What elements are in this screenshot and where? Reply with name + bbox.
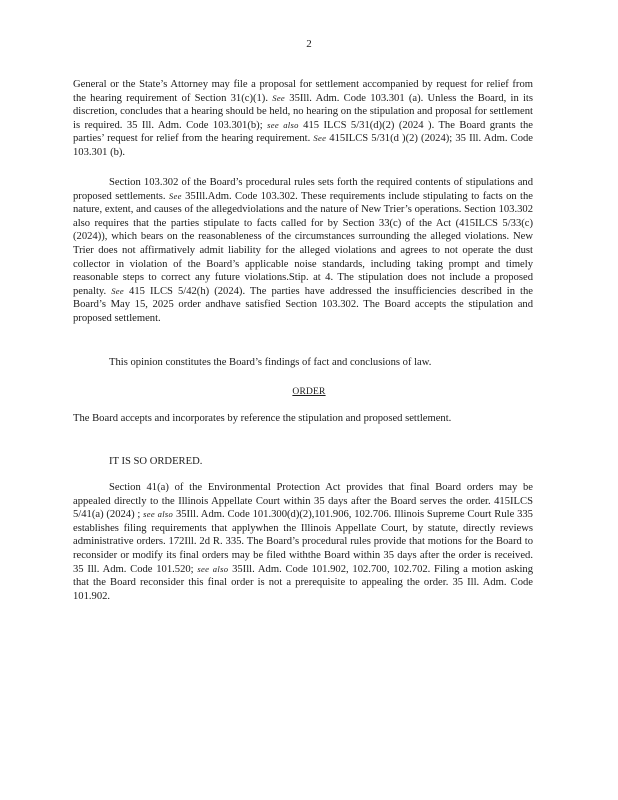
citation-signal: see also: [143, 509, 174, 520]
paragraph-findings: This opinion constitutes the Board’s findings of fact and conclusions of law.: [109, 357, 432, 368]
text-run: General or the State’s Attorney may file a proposal for settlement accompanied by request for relief from the hearing requirement of Section 31(c)(1).: [73, 79, 533, 104]
citation-signal: see also: [267, 119, 299, 130]
page-number: 2: [306, 38, 312, 50]
paragraph-hearing-relief: [73, 78, 533, 160]
text-run: Section 103.302 of the Board’s procedural rules sets forth the required contents of stipulations and proposed settlements.: [73, 177, 533, 202]
order-heading: [0, 385, 618, 400]
text-run: 35Ill. Adm. Code 103.301 (a). Unless the Board, in its discretion, concludes that a hearing should be held, no hearing on the stipulation and proposal for settlement is required. 35 Ill. Adm. Code 103.301(b);: [73, 92, 533, 131]
citation-signal: see also: [197, 563, 229, 574]
text-run: Section 41(a) of the Environmental Protection Act provides that final Board orders may be appealed directly to the Illinois Appellate Court within 35 days after the Board serves the order. 415ILCS 5/41(a) (2024) ;: [73, 482, 533, 521]
paragraph-appeal-rights: [73, 481, 533, 603]
citation-signal: See: [272, 92, 286, 103]
order-heading-text: ORDER: [292, 387, 326, 397]
paragraph-order: The Board accepts and incorporates by reference the stipulation and proposed settlement.: [73, 413, 452, 424]
citation-signal: See: [111, 285, 125, 296]
so-ordered: IT IS SO ORDERED.: [109, 456, 203, 467]
paragraph-stipulation-requirements: [73, 176, 533, 326]
text-run: 35Ill.Adm. Code 103.302. These requirements include stipulating to facts on the nature, extent, and causes of the allegedviolations and the nature of New Trier’s operations. Section 103.302 also requires that the parties stipulate to facts called for by Section 33(c) of the Act (415ILCS 5/33(c) (2024)), which bears on the reasonableness of the circumstances surrounding the alleged violations. New Trier does not affirmatively admit liability for the alleged violations and agrees to not operate the dust collector in violation of the Board’s applicable noise standards, including taking prompt and timely reasonable steps to correct any future violations.Stip. at 4. The stipulation does not include a proposed penalty.: [73, 190, 533, 297]
text-run: 35Ill. Adm. Code 101.902, 102.700, 102.702. Filing a motion asking that the Board reconsider this final order is not a prerequisite to appealing the order. 35 Ill. Adm. Code 101.902.: [73, 563, 533, 602]
text-run: 415 ILCS 5/31(d)(2) (2024 ). The Board grants the parties’ request for relief from the hearing requirement.: [73, 119, 533, 145]
text-run: 35Ill. Adm. Code 101.300(d)(2),101.906, 102.706. Illinois Supreme Court Rule 335 establishes filing requirements that applywhen the Illinois Appellate Court, by statute, directly reviews administrative orders. 172Ill. 2d R. 335. The Board’s procedural rules provide that motions for the Board to reconsider or modify its final orders may be filed withthe Board within 35 days after the order is received. 35 Ill. Adm. Code 101.520;: [73, 509, 533, 575]
text-run: 415ILCS 5/31(d )(2) (2024); 35 Ill. Adm. Code 103.301 (b).: [73, 133, 533, 158]
citation-signal: See: [313, 133, 327, 144]
text-run: 415 ILCS 5/42(h) (2024). The parties have addressed the insufficiencies described in the Board’s May 15, 2025 order andhave satisfied Section 103.302. The Board accepts the stipulation and proposed settlement.: [73, 285, 533, 324]
citation-signal: See: [168, 190, 182, 201]
